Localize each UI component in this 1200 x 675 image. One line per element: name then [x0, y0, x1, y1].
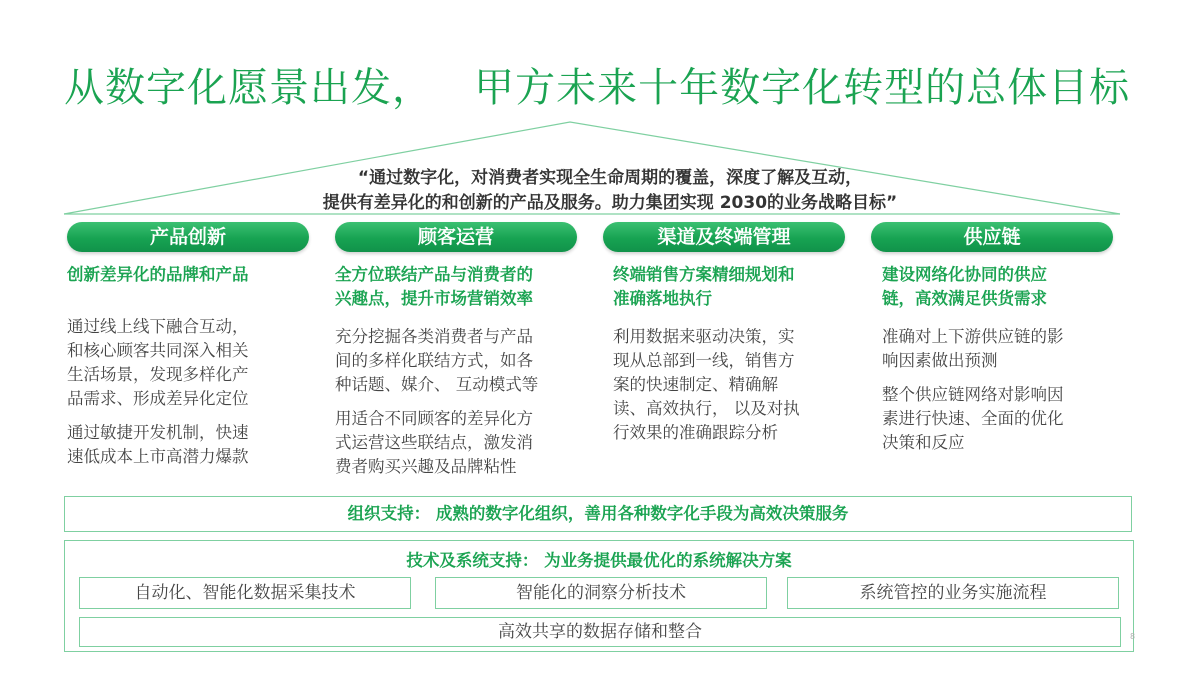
vision-quote-line-2: 提供有差异化的和创新的产品及服务。助力集团实现 2030的业务战略目标” [322, 193, 898, 213]
pillar-description-line: 费者购买兴趣及品牌粘性 [335, 457, 517, 476]
pillar-description-line: 间的多样化联结方式，如各 [335, 351, 533, 370]
pillar-description-line: 素进行快速、全面的优化 [882, 409, 1064, 428]
pillar-description-line: 利用数据来驱动决策，实 [613, 327, 795, 346]
pillar-description-line: 生活场景，发现多样化产 [67, 365, 249, 384]
pillar-description [882, 325, 1122, 373]
pillar-subtitle-line: 兴趣点，提升市场营销效率 [335, 289, 533, 308]
pillar-subtitle-line: 建设网络化协同的供应 [882, 265, 1047, 284]
pillar-subtitle [67, 263, 317, 287]
pillar-subtitle-line: 准确落地执行 [613, 289, 712, 308]
pillar-subtitle-line: 终端销售方案精细规划和 [613, 265, 795, 284]
page-title: 从数字化愿景出发， 甲方未来十年数字化转型的总体目标 [64, 65, 1131, 111]
pillar-description-line: 速低成本上市高潜力爆款 [67, 447, 249, 466]
pillar-description [67, 315, 317, 411]
tech-foundation-data-storage: 高效共享的数据存储和整合 [79, 617, 1121, 647]
pillar-column-product-innovation [67, 263, 317, 469]
pillar-description-line: 行效果的准确跟踪分析 [613, 423, 778, 442]
pillar-description [67, 421, 317, 469]
pillar-description [335, 407, 590, 479]
pillar-header-product-innovation: 产品创新 [67, 222, 309, 252]
pillar-description-line: 决策和反应 [882, 433, 965, 452]
tech-support-panel [64, 540, 1134, 652]
pillar-description-line: 式运营这些联结点，激发消 [335, 433, 533, 452]
pillar-description-line: 和核心顾客共同深入相关 [67, 341, 249, 360]
pillar-description-line: 品需求、形成差异化定位 [67, 389, 249, 408]
pillar-description [335, 325, 590, 397]
pillar-header-supply-chain: 供应链 [871, 222, 1113, 252]
pillar-description-line: 用适合不同顾客的差异化方 [335, 409, 533, 428]
page-number: 8 [1130, 632, 1136, 641]
pillar-subtitle [335, 263, 590, 311]
pillar-description [882, 383, 1122, 455]
vision-quote-line-1: “通过数字化，对消费者实现全生命周期的覆盖，深度了解及互动， [357, 168, 863, 188]
pillar-subtitle [882, 263, 1122, 311]
roof-outline [0, 0, 1200, 260]
tech-item-process-control: 系统管控的业务实施流程 [787, 577, 1119, 609]
pillar-subtitle-line: 链，高效满足供货需求 [882, 289, 1047, 308]
pillar-header-customer-operations: 顾客运营 [335, 222, 577, 252]
pillar-description-line: 通过线上线下融合互动， [67, 317, 249, 336]
pillar-subtitle-line: 创新差异化的品牌和产品 [67, 265, 249, 284]
pillar-subtitle [613, 263, 863, 311]
pillar-description-line: 案的快速制定、精确解 [613, 375, 778, 394]
tech-item-data-collection: 自动化、智能化数据采集技术 [79, 577, 411, 609]
pillar-description-line: 通过敏捷开发机制，快速 [67, 423, 249, 442]
pillar-column-customer-operations [335, 263, 590, 479]
pillar-column-channel-management [613, 263, 863, 445]
tech-item-insight-analysis: 智能化的洞察分析技术 [435, 577, 767, 609]
pillar-subtitle-line: 全方位联结产品与消费者的 [335, 265, 533, 284]
pillar-column-supply-chain [882, 263, 1122, 455]
pillar-description-line: 准确对上下游供应链的影 [882, 327, 1064, 346]
pillar-description-line: 响因素做出预测 [882, 351, 998, 370]
pillar-description-line: 种话题、媒介、 互动模式等 [335, 375, 539, 394]
pillar-description-line: 读、高效执行， 以及对执 [613, 399, 800, 418]
pillar-description-line: 充分挖掘各类消费者与产品 [335, 327, 533, 346]
org-support-bar: 组织支持： 成熟的数字化组织，善用各种数字化手段为高效决策服务 [64, 496, 1132, 532]
pillar-description-line: 现从总部到一线，销售方 [613, 351, 795, 370]
pillar-header-channel-management: 渠道及终端管理 [603, 222, 845, 252]
pillar-description-line: 整个供应链网络对影响因 [882, 385, 1064, 404]
vision-quote [200, 166, 1020, 216]
pillar-description [613, 325, 863, 445]
tech-support-title: 技术及系统支持： 为业务提供最优化的系统解决方案 [406, 551, 792, 570]
